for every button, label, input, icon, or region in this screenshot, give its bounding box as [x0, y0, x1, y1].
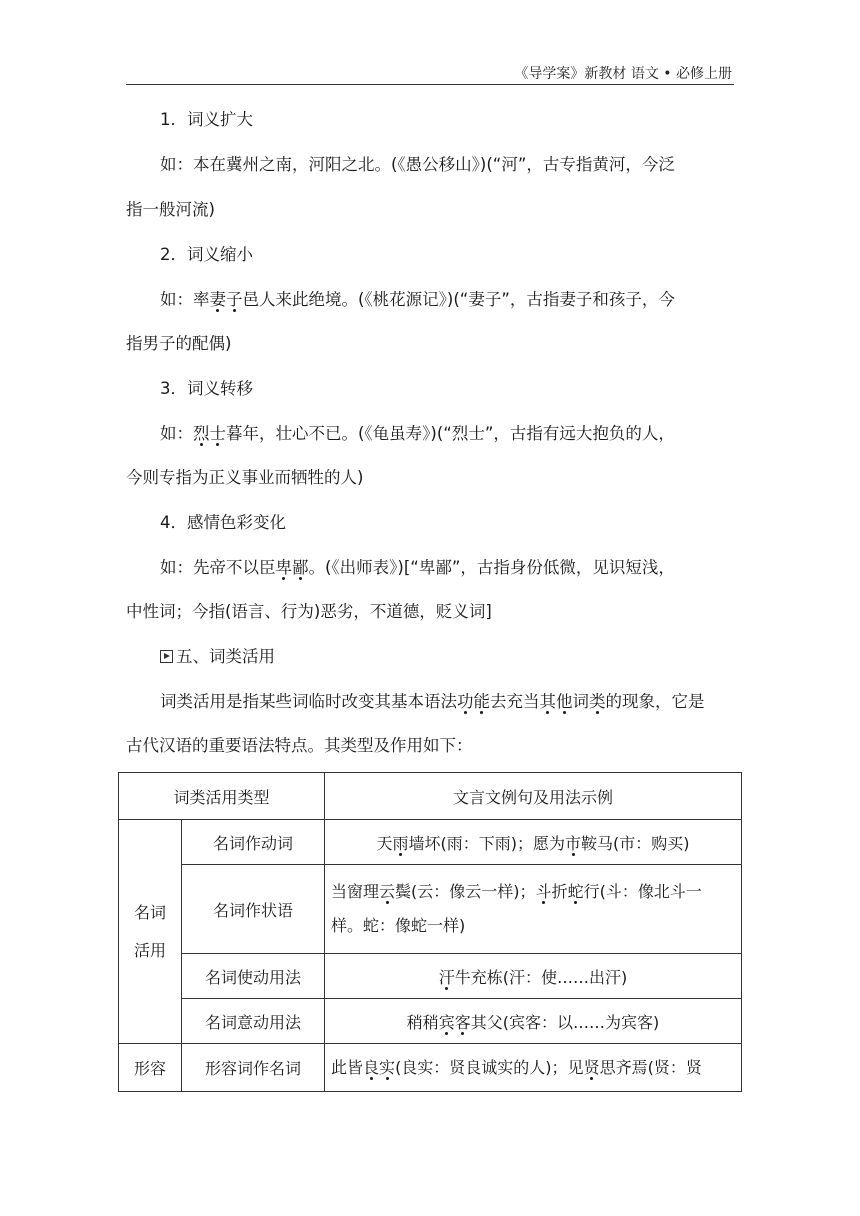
type-cell: 形容词作名词	[182, 1044, 325, 1092]
text-segment: 词	[572, 692, 589, 711]
group-label: 名词	[133, 902, 166, 922]
example-cell	[325, 820, 742, 865]
intro-line2: 古代汉语的重要语法特点。其类型及作用如下：	[126, 736, 473, 755]
table-row	[119, 865, 742, 954]
text-segment: 词类活用是指某些词临时改变其基本语法	[160, 692, 457, 711]
example-line: 样。蛇：像蛇一样)	[331, 916, 466, 935]
text-segment: (良实：贤良诚实的人)；见	[395, 1057, 584, 1077]
emphasis-char: 贤	[583, 1057, 600, 1077]
intro-line1	[160, 689, 734, 715]
text-segment: 鬓(云：像云一样)；	[395, 882, 536, 901]
group-cell-noun	[119, 820, 182, 1044]
table-row	[119, 999, 742, 1044]
emphasis-char: 他	[556, 692, 573, 711]
example-cell	[325, 1044, 742, 1092]
word-class-table	[118, 772, 742, 1092]
section-3-title: 3．词义转移	[160, 379, 253, 398]
emphasis-char: 云	[379, 882, 396, 901]
example-cell	[325, 999, 742, 1044]
group-label: 活用	[133, 940, 166, 960]
example-cell	[325, 954, 742, 999]
emphasis-char: 能	[473, 692, 490, 711]
text-segment: 折	[551, 882, 568, 901]
play-marker-icon	[160, 650, 173, 663]
text-segment: 去充当	[490, 692, 540, 711]
text-segment: 的现象，它是	[605, 692, 705, 711]
section-5-title: 五、词类活用	[176, 647, 275, 666]
emphasis-char: 雨	[392, 833, 409, 853]
group-cell-adjective: 形容	[119, 1044, 182, 1092]
emphasis-char: 斗	[535, 882, 552, 901]
section-4-title: 4．感情色彩变化	[160, 513, 286, 532]
emphasis-char: 类	[589, 692, 606, 711]
page-header	[126, 62, 734, 85]
emphasis-char: 市	[565, 833, 582, 853]
type-cell: 名词作动词	[182, 820, 325, 865]
emphasis-char: 汗	[438, 967, 455, 987]
emphasis-char: 士	[209, 424, 226, 443]
emphasis-char: 子	[226, 290, 243, 309]
text-segment: 邑人来此绝境。(《桃花源记》)(“妻子”，古指妻子和孩子，今	[242, 290, 675, 309]
type-cell: 名词作状语	[182, 865, 325, 954]
section-3-example-line1	[160, 421, 734, 447]
emphasis-char: 卑	[275, 558, 292, 577]
text-segment: 当窗理	[331, 882, 380, 901]
text-segment: 。(《出师表》)[“卑鄙”，古指身份低微，见识短浅，	[308, 558, 675, 577]
type-cell: 名词意动用法	[182, 999, 325, 1044]
header-cell-example: 文言文例句及用法示例	[325, 773, 742, 820]
text-segment: 行(斗：像北斗一	[583, 882, 702, 901]
emphasis-char: 功	[457, 692, 474, 711]
section-2-example-line1	[160, 287, 734, 313]
table-row	[119, 820, 742, 865]
text-segment: 思齐焉(贤：贤	[599, 1057, 702, 1077]
section-2-title: 2．词义缩小	[160, 245, 253, 264]
text-segment: 鞍马(市：购买)	[581, 833, 690, 853]
emphasis-char: 客	[454, 1012, 471, 1032]
text-segment: 此皆	[331, 1057, 364, 1077]
text-segment: 稍稍	[406, 1012, 439, 1032]
emphasis-char: 宾	[438, 1012, 455, 1032]
header-cell-type: 词类活用类型	[119, 773, 325, 820]
emphasis-char: 鄙	[292, 558, 309, 577]
text-segment: 天	[376, 833, 393, 853]
text-segment: 牛充栋(汗：使……出汗)	[454, 967, 628, 987]
header-title: 《导学案》新教材 语文 • 必修上册	[514, 66, 732, 82]
text-segment: 如：率	[160, 290, 210, 309]
section-4-example-line2: 中性词；今指(语言、行为)恶劣，不道德，贬义词]	[126, 602, 492, 621]
emphasis-char: 实	[379, 1057, 396, 1077]
section-2-example-line2: 指男子的配偶)	[126, 334, 232, 353]
section-1-example-line2: 指一般河流)	[126, 200, 215, 219]
text-segment: 如：	[160, 424, 193, 443]
table-row	[119, 1044, 742, 1092]
emphasis-char: 蛇	[567, 882, 584, 901]
section-1-example-line1: 如：本在冀州之南，河阳之北。(《愚公移山》)(“河”，古专指黄河，今泛	[160, 155, 675, 174]
table-header-row	[119, 773, 742, 820]
text-segment: 如：先帝不以臣	[160, 558, 276, 577]
section-5-heading	[160, 644, 734, 670]
emphasis-char: 妻	[209, 290, 226, 309]
emphasis-char: 烈	[193, 424, 210, 443]
type-cell: 名词使动用法	[182, 954, 325, 999]
text-segment: 其父(宾客：以……为宾客)	[470, 1012, 660, 1032]
emphasis-char: 良	[363, 1057, 380, 1077]
section-4-example-line1	[160, 555, 734, 581]
emphasis-char: 其	[539, 692, 556, 711]
text-segment: 墙坏(雨：下雨)；愿为	[408, 833, 566, 853]
section-1-title: 1．词义扩大	[160, 110, 253, 129]
example-line	[331, 875, 735, 909]
text-segment: 暮年，壮心不已。(《龟虽寿》)(“烈士”，古指有远大抱负的人，	[226, 424, 675, 443]
table-row	[119, 954, 742, 999]
section-3-example-line2: 今则专指为正义事业而牺牲的人)	[126, 468, 364, 487]
example-cell	[325, 865, 742, 954]
